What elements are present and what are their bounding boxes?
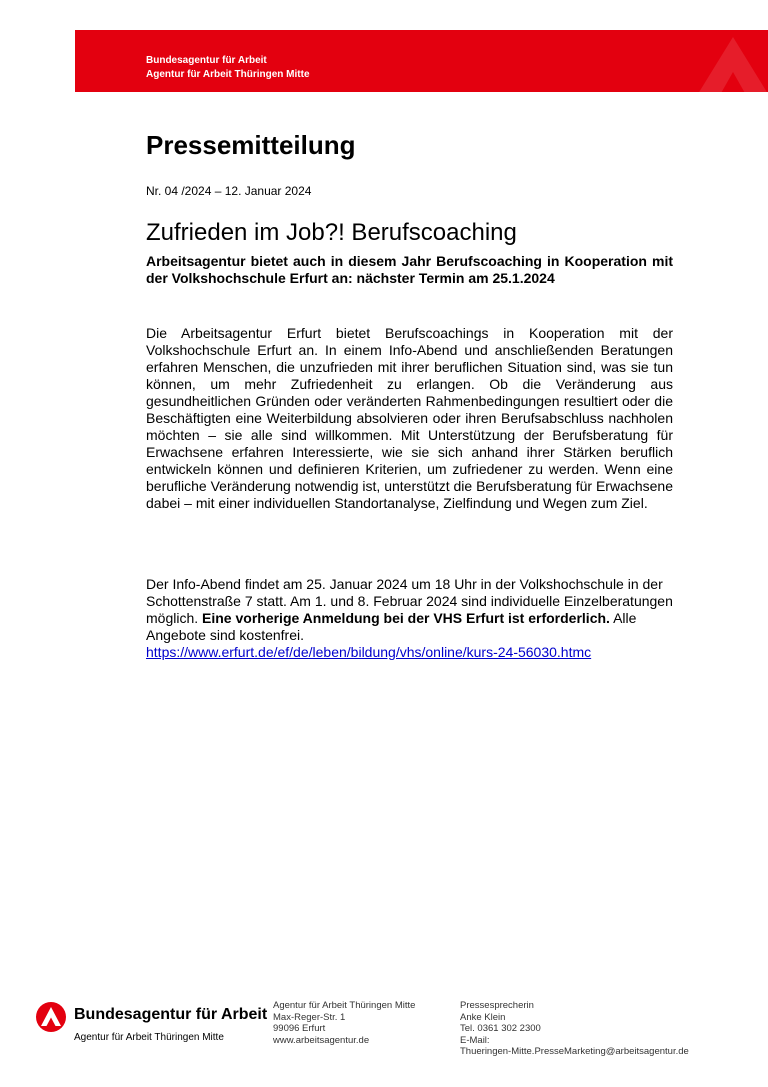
address-line: Max-Reger-Str. 1 <box>273 1011 346 1023</box>
header-org-line1: Bundesagentur für Arbeit <box>146 55 267 66</box>
footer-address <box>273 1000 415 1046</box>
footer-logo-name: Bundesagentur für Arbeit <box>74 1006 268 1023</box>
press-number: Nr. 04 /2024 – 12. Januar 2024 <box>146 184 312 198</box>
website-text: www.arbeitsagentur.de <box>273 1034 370 1046</box>
ba-logo-icon <box>36 1002 66 1032</box>
contact-email: Thueringen-Mitte.PresseMarketing@arbeitsagentur.de <box>460 1046 689 1057</box>
paragraph2-text-1: Der Info-Abend findet am 25. Januar 2024 um 18 Uhr in der Volkshochschule in der Schottenstraße 7 statt. Am 1. und 8. Februar 2024 sind individuelle Einzelberatungen möglich. <box>146 576 673 626</box>
banner-logo-watermark-icon <box>688 32 768 92</box>
contact-role: Pressesprecherin <box>460 1000 534 1011</box>
contact-phone: Tel. 0361 302 2300 <box>460 1023 541 1034</box>
registration-note: Eine vorherige Anmeldung bei der VHS Erfurt ist erforderlich. <box>202 610 610 626</box>
footer-logo-subtitle: Agentur für Arbeit Thüringen Mitte <box>74 1032 224 1043</box>
header-org-line2: Agentur für Arbeit Thüringen Mitte <box>146 69 310 80</box>
course-link[interactable]: https://www.erfurt.de/ef/de/leben/bildung/vhs/online/kurs-24-56030.htmc <box>146 644 592 660</box>
address-line: Agentur für Arbeit Thüringen Mitte <box>273 1000 416 1011</box>
subheadline: Arbeitsagentur bietet auch in diesem Jahr Berufscoaching in Kooperation mit der Volkshochschule Erfurt an: nächster Termin am 25.1.2024 <box>146 253 673 286</box>
address-line: 99096 Erfurt <box>273 1023 326 1034</box>
page-title: Pressemitteilung <box>146 130 356 160</box>
contact-email-label: E-Mail: <box>460 1034 490 1046</box>
contact-name: Anke Klein <box>460 1011 506 1023</box>
body-paragraph-2 <box>146 576 673 661</box>
header-org-text <box>146 54 310 82</box>
body-paragraph-1: Die Arbeitsagentur Erfurt bietet Berufscoachings in Kooperation mit der Volkshochschule Erfurt an. In einem Info-Abend und anschließenden Beratungen erfahren Menschen, die unzufrieden mit ihrer beruflichen Situation sind, was sie tun können, um mehr Zufriedenheit zu erlangen. Ob die Veränderung aus gesundheitlichen Gründen oder veränderten Rahmenbedingungen resultiert oder die Beschäftigten eine Weiterbildung absolvieren oder ihren Berufsabschluss nachholen möchten – sie alle sind willkommen. Mit Unterstützung der Berufsberatung für Erwachsene erfahren Interessierte, wie sie sich anhand ihrer Stärken beruflich entwickeln können und definieren Kriterien, um zufriedener zu werden. Wenn eine berufliche Veränderung notwendig ist, unterstützt die Berufsberatung für Erwachsene dabei – mit einer individuellen Standortanalyse, Zielfindung und Wegen zum Ziel. <box>146 325 673 511</box>
paragraph2-text-2: Alle Angebote sind kostenfrei. <box>146 610 637 643</box>
header-banner <box>75 30 768 92</box>
headline: Zufrieden im Job?! Berufscoaching <box>146 219 517 246</box>
footer-contact <box>460 1000 689 1058</box>
